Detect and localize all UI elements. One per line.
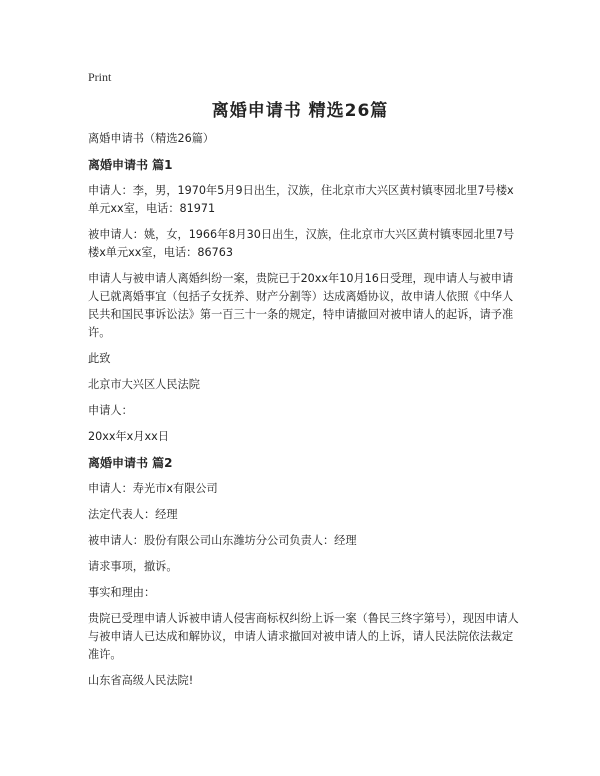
page-title: 离婚申请书 精选26篇 [211,101,389,121]
paragraph: 被申请人：姚，女，1966年8月30日出生，汉族，住北京市大兴区黄村镇枣园北里7号楼x单元xx室，电话：86763 [88,228,515,259]
paragraph: 事实和理由： [88,586,156,599]
paragraph: 申请人：寿光市x有限公司 [88,482,218,495]
section-heading-1: 离婚申请书 篇1 [88,158,173,172]
paragraph: 被申请人：股份有限公司山东潍坊分公司负责人：经理 [88,534,357,547]
paragraph: 法定代表人：经理 [88,508,178,521]
paragraph: 山东省高级人民法院! [88,674,194,687]
section-heading-2: 离婚申请书 篇2 [88,456,173,470]
paragraph: 申请人：李，男，1970年5月9日出生，汉族，住北京市大兴区黄村镇枣园北里7号楼x单元xx室，电话：81971 [88,184,514,215]
paragraph: 北京市大兴区人民法院 [88,378,200,391]
print-link[interactable]: Print [88,70,112,84]
paragraph: 此致 [88,352,111,365]
paragraph: 申请人： [88,404,133,417]
document-subtitle: 离婚申请书（精选26篇） [88,132,215,145]
paragraph: 请求事项，撤诉。 [88,560,178,573]
paragraph: 申请人与被申请人离婚纠纷一案，贵院已于20xx年10月16日受理，现申请人与被申请人已就离婚事宜（包括子女抚养、财产分割等）达成离婚协议，故申请人依照《中华人民共和国民事诉讼法》第一百三十一条的规定，特申请撤回对被申请人的起诉，请予准许。 [88,272,514,339]
paragraph: 贵院已受理申请人诉被申请人侵害商标权纠纷上诉一案（鲁民三终字第号），现因申请人与被申请人已达成和解协议，申请人请求撤回对被申请人的上诉，请人民法院依法裁定准许。 [88,612,519,661]
paragraph: 20xx年x月xx日 [88,430,169,443]
document-body [88,130,522,698]
